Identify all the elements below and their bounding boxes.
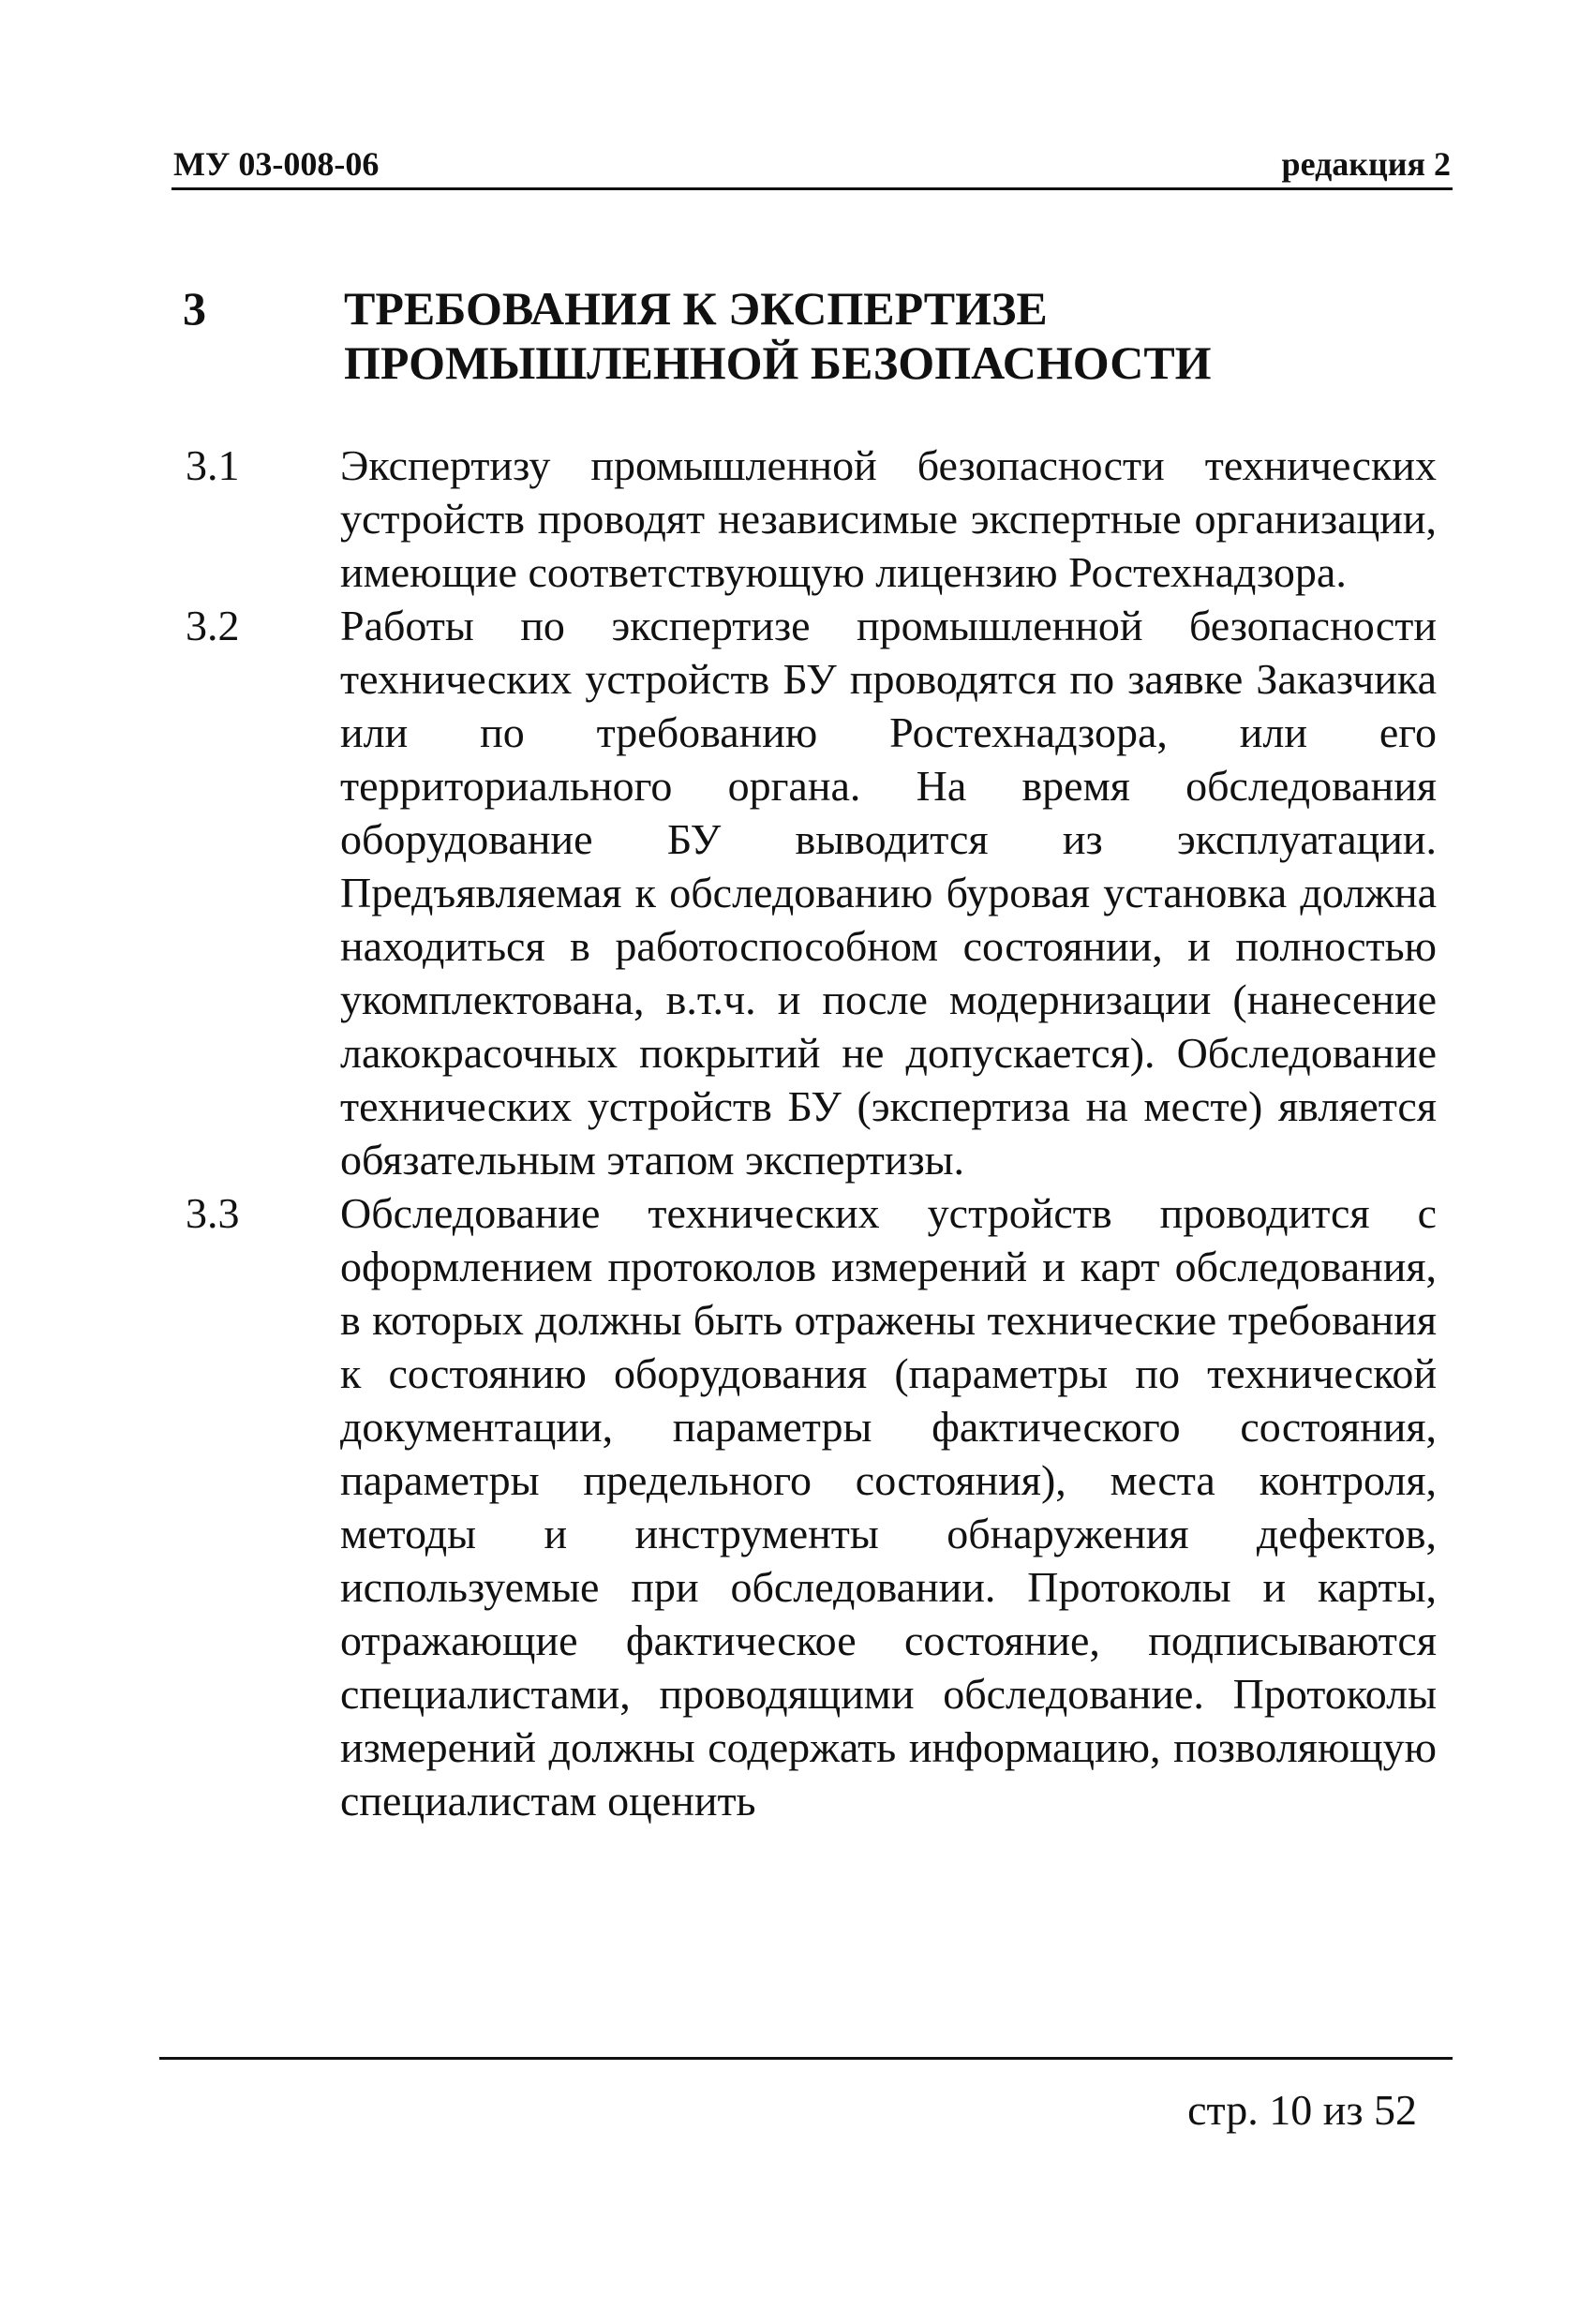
clause-text: Обследование технических устройств проводится с оформлением протоколов измерений и карт обследования, в которых должны быть отражены технические требования к состоянию оборудования (параметры по технической документации, параметры фактического состояния, параметры предельного состояния), места контроля, методы и инструменты обнаружения дефектов, используемые при обследовании. Протоколы и карты, отражающие фактическое состояние, подписываются специалистами, проводящими обследование. Протоколы измерений должны содержать информацию, позволяющую специалистам оценить [340, 1189, 1437, 1825]
clause-3-3 [183, 1186, 1457, 1827]
clause-number: 3.2 [186, 602, 240, 649]
clause-list [183, 439, 1457, 1827]
document-code: МУ 03-008-06 [173, 145, 380, 183]
clause-text: Работы по экспертизе промышленной безопасности технических устройств БУ проводятся по заявке Заказчика или по требованию Ростехнадзора, или его территориального органа. На время обследования оборудование БУ выводится из эксплуатации. Предъявляемая к обследованию буровая установка должна находиться в работоспособном состоянии, и полностью укомплектована, в.т.ч. и после модернизации (нанесение лакокрасочных покрытий не допускается). Обследование технических устройств БУ (экспертиза на месте) является обязательным этапом экспертизы. [340, 602, 1437, 1184]
edition-label: редакция 2 [1281, 145, 1451, 183]
clause-number: 3.3 [186, 1189, 240, 1237]
page-header [171, 141, 1453, 190]
section-number: 3 [183, 282, 206, 335]
footer-divider [159, 2057, 1453, 2060]
clause-number: 3.1 [186, 441, 240, 489]
clause-3-2 [183, 599, 1457, 1186]
clause-text: Экспертизу промышленной безопасности технических устройств проводят независимые экспертные организации, имеющие соответствующую лицензию Ростехнадзора. [340, 441, 1437, 596]
section-title: ТРЕБОВАНИЯ К ЭКСПЕРТИЗЕ ПРОМЫШЛЕННОЙ БЕЗОПАСНОСТИ [344, 282, 1212, 389]
clause-3-1 [183, 439, 1457, 599]
page-number: стр. 10 из 52 [1187, 2086, 1417, 2134]
